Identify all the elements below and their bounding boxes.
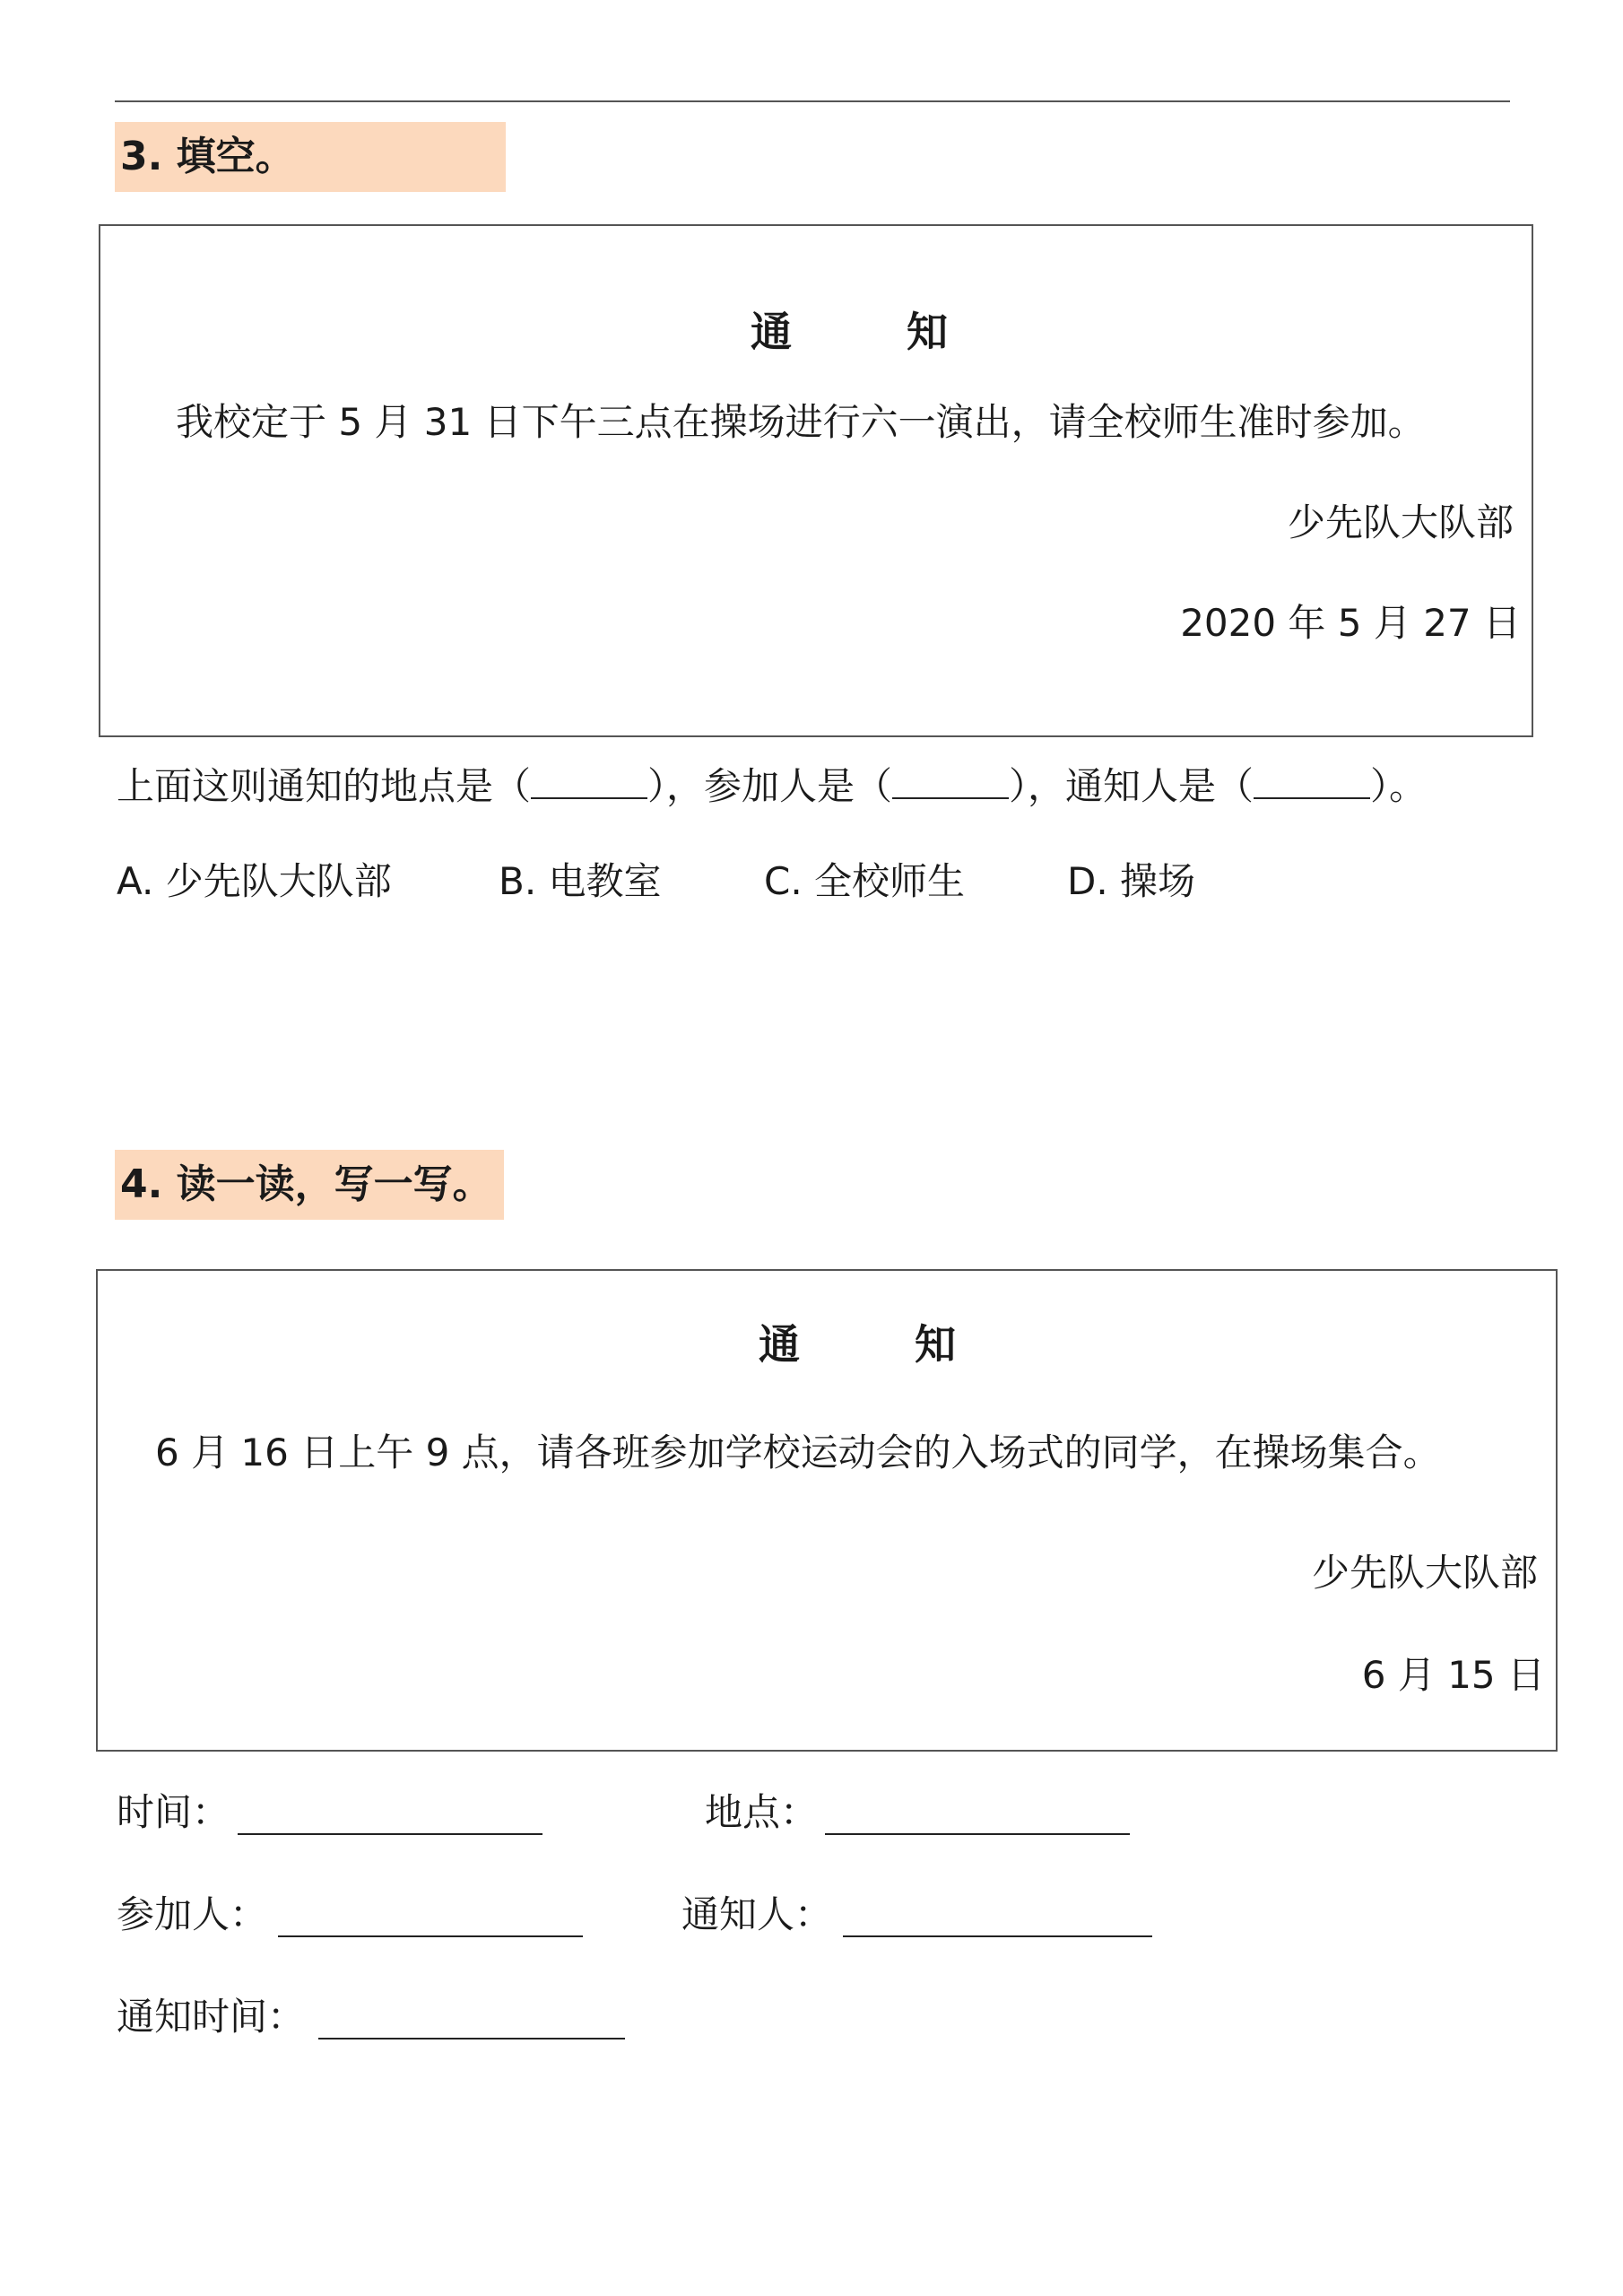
q3-question-part1: 上面这则通知的地点是（ <box>117 764 532 808</box>
q4-notice-body: 6 月 16 日上午 9 点，请各班参加学校运动会的入场式的同学，在操场集合。 <box>155 1431 1441 1474</box>
q3-blank-participants[interactable] <box>892 797 1009 799</box>
q3-option-a: A. 少先队大队部 <box>117 859 392 903</box>
q4-label-time: 时间： <box>117 1790 230 1834</box>
q3-blank-notifier[interactable] <box>1254 797 1370 799</box>
q4-answer-time[interactable] <box>238 1833 542 1835</box>
q3-notice-box <box>99 224 1533 737</box>
q4-label-notifier: 通知人： <box>681 1892 833 1936</box>
q4-answer-place[interactable] <box>825 1833 1130 1835</box>
q4-notice-title: 通 知 <box>759 1320 1007 1369</box>
q3-notice-date: 2020 年 5 月 27 日 <box>1180 601 1521 645</box>
q4-notice-signature: 少先队大队部 <box>1311 1551 1538 1595</box>
q3-notice-signature: 少先队大队部 <box>1287 500 1514 544</box>
q3-question-part4: ）。 <box>1370 764 1428 808</box>
q4-answer-participants[interactable] <box>278 1935 583 1937</box>
q3-notice-title: 通 知 <box>751 308 999 356</box>
q3-blank-place[interactable] <box>531 797 647 799</box>
q4-heading: 4. 读一读，写一写。 <box>115 1150 504 1220</box>
q3-heading: 3. 填空。 <box>115 122 506 192</box>
top-divider <box>115 100 1510 102</box>
q4-answer-notifier[interactable] <box>843 1935 1152 1937</box>
q3-question <box>117 764 1427 809</box>
q4-answer-notice-time[interactable] <box>318 2038 625 2039</box>
q3-question-part3: ），通知人是（ <box>1009 764 1254 808</box>
q3-question-part2: ），参加人是（ <box>647 764 893 808</box>
q4-notice-box <box>96 1269 1558 1752</box>
q4-label-notice-time: 通知时间： <box>117 1995 306 2039</box>
q3-option-d: D. 操场 <box>1067 859 1196 903</box>
q4-notice-date: 6 月 15 日 <box>1361 1653 1545 1697</box>
q3-option-b: B. 电教室 <box>499 859 662 903</box>
q3-notice-body: 我校定于 5 月 31 日下午三点在操场进行六一演出，请全校师生准时参加。 <box>176 400 1426 444</box>
q4-label-place: 地点： <box>705 1790 819 1834</box>
q4-label-participants: 参加人： <box>117 1892 268 1936</box>
q3-option-c: C. 全校师生 <box>764 859 966 903</box>
